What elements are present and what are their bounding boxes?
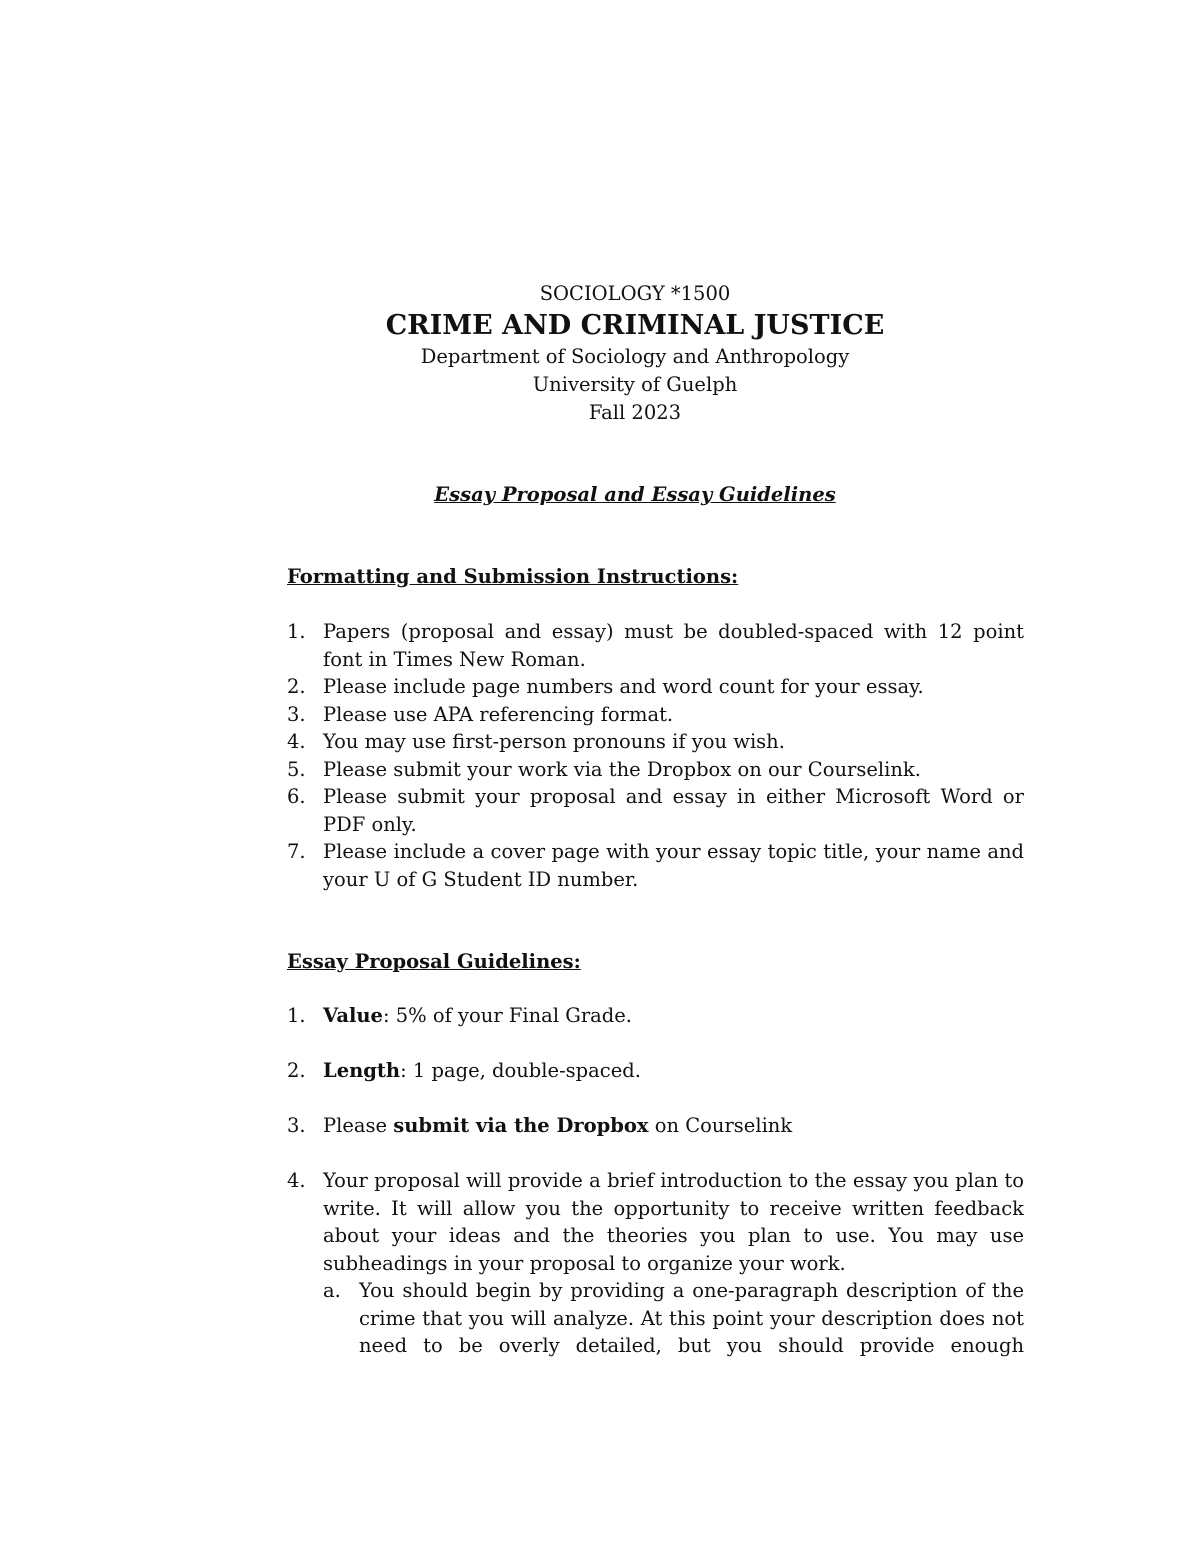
item-text: Please submit your work via the Dropbox on our Courselink.: [323, 757, 921, 781]
sub-item-text: You should begin by providing a one-paragraph description of the crime that you will analyze. At this point your description does not need to be overly detailed, but you should provide enough: [359, 1279, 1024, 1357]
formatting-heading: Formatting and Submission Instructions:: [287, 565, 739, 588]
proposal-list: [287, 1002, 1024, 1360]
list-item-length: [287, 1057, 1024, 1085]
item-number: 1.: [287, 1004, 306, 1027]
item-text: Please include a cover page with your essay topic title, your name and your U of G Student ID number.: [323, 840, 1024, 891]
item-number: 3.: [287, 1114, 306, 1137]
list-item: [287, 756, 1024, 784]
item-text: You may use first-person pronouns if you wish.: [323, 730, 785, 753]
course-code: SOCIOLOGY *1500: [539, 282, 731, 305]
term: Fall 2023: [588, 401, 682, 424]
list-item: [287, 673, 1024, 701]
course-title: CRIME AND CRIMINAL JUSTICE: [385, 310, 885, 341]
list-item: [287, 618, 1024, 673]
item-number: 6.: [287, 785, 306, 808]
length-label: Length: [323, 1059, 401, 1082]
list-item: [287, 783, 1024, 838]
item-number: 2.: [287, 675, 306, 698]
list-item-introduction: [287, 1167, 1024, 1360]
list-item: [287, 838, 1024, 893]
item-number: 7.: [287, 840, 306, 863]
item-text: Papers (proposal and essay) must be doubled-spaced with 12 point font in Times New Roman.: [323, 620, 1024, 671]
list-item-submit: [287, 1112, 1024, 1140]
item-number: 5.: [287, 757, 306, 781]
item-text: Please use APA referencing format.: [323, 702, 674, 726]
length-text: : 1 page, double-spaced.: [400, 1059, 641, 1082]
sub-item-a: [323, 1277, 1024, 1360]
department-name: Department of Sociology and Anthropology: [420, 345, 850, 368]
item-text: Please submit your proposal and essay in either Microsoft Word or PDF only.: [323, 785, 1024, 836]
proposal-heading: Essay Proposal Guidelines:: [287, 950, 581, 973]
submit-post-text: on Courselink: [648, 1114, 793, 1137]
list-item: [287, 701, 1024, 729]
document-title: Essay Proposal and Essay Guidelines: [434, 483, 836, 506]
formatting-list: [287, 618, 1024, 893]
submit-pre-text: Please: [323, 1114, 394, 1137]
list-item: [287, 728, 1024, 756]
course-header: [0, 280, 1200, 427]
item-number: 1.: [287, 620, 306, 643]
value-label: Value: [323, 1004, 383, 1027]
value-text: : 5% of your Final Grade.: [382, 1004, 632, 1027]
sub-item-letter: a.: [323, 1279, 341, 1302]
item-number: 4.: [287, 1169, 306, 1192]
item-number: 3.: [287, 702, 306, 726]
item-text: Please include page numbers and word count for your essay.: [323, 675, 924, 698]
item-number: 4.: [287, 730, 306, 753]
list-item-value: [287, 1002, 1024, 1030]
submit-bold-text: submit via the Dropbox: [393, 1114, 649, 1137]
item-number: 2.: [287, 1059, 306, 1082]
university-name: University of Guelph: [532, 373, 738, 396]
introduction-text: Your proposal will provide a brief introduction to the essay you plan to write. It will allow you the opportunity to receive written feedback about your ideas and the theories you plan to use. You may use subheadings in your proposal to organize your work.: [323, 1169, 1024, 1275]
